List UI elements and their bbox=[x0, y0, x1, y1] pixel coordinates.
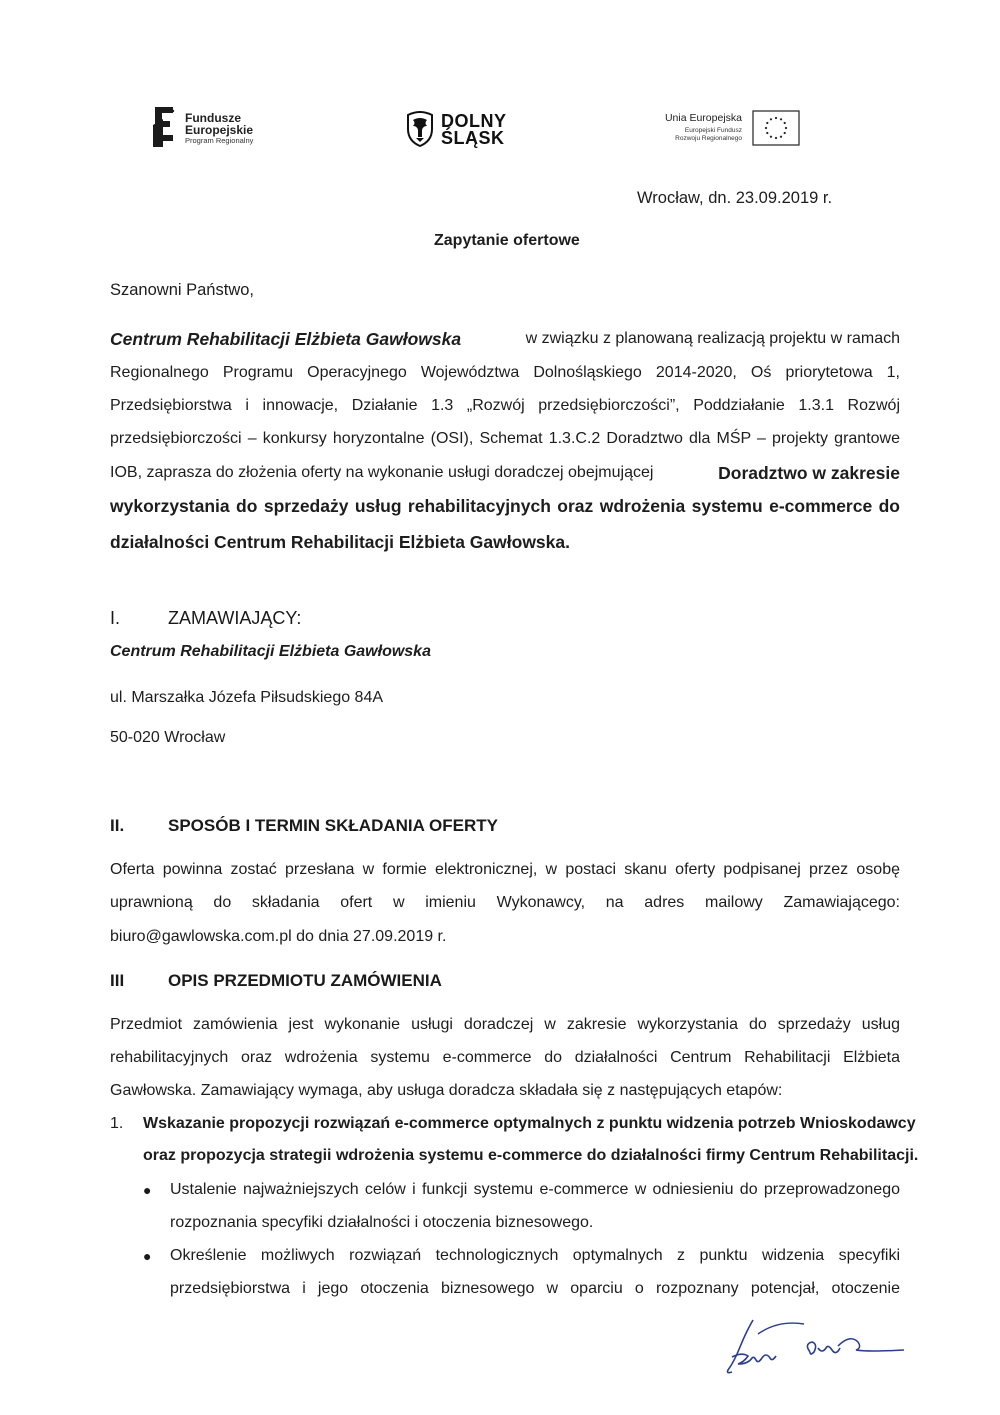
date-line: Wrocław, dn. 23.09.2019 r. bbox=[637, 189, 833, 207]
intro-line-5-plain: IOB, zaprasza do złożenia oferty na wykonanie usługi doradczej obejmującej bbox=[110, 464, 654, 481]
section-3-number: III bbox=[110, 971, 125, 990]
section-1-number: I. bbox=[110, 608, 121, 628]
intro-line-1-rest: w związku z planowaną realizacją projektu w ramach bbox=[525, 330, 900, 347]
intro-company-name: Centrum Rehabilitacji Elżbieta Gawłowska bbox=[110, 329, 462, 349]
intro-line-2: Regionalnego Programu Operacyjnego Województwa Dolnośląskiego 2014-2020, Oś priorytetowa 1, bbox=[110, 364, 900, 381]
intro-line-1 bbox=[110, 329, 900, 349]
client-city: 50-020 Wrocław bbox=[110, 729, 226, 746]
fe-logo-line2: Europejskie bbox=[185, 123, 254, 137]
section-3-line-2: rehabilitacyjnych oraz wdrożenia systemu e-commerce do działalności Centrum Rehabilitacji Elżbieta bbox=[110, 1049, 900, 1066]
bullet-2-dot-icon: ● bbox=[143, 1248, 152, 1264]
item-1-number: 1. bbox=[110, 1115, 124, 1132]
section-3-title: OPIS PRZEDMIOTU ZAMÓWIENIA bbox=[168, 971, 442, 990]
intro-line-6: wykorzystania do sprzedaży usług rehabilitacyjnych oraz wdrożenia systemu e-commerce do bbox=[110, 496, 900, 516]
intro-line-5-bold: Doradztwo w zakresie bbox=[718, 463, 900, 483]
item-1-line-2: oraz propozycja strategii wdrożenia systemu e-commerce do działalności firmy Centrum Rehabilitacji. bbox=[143, 1147, 919, 1164]
intro-line-3: Przedsiębiorstwa i innowacje, Działanie 1.3 „Rozwój przedsiębiorczości”, Poddziałanie 1.3.1 Rozwój bbox=[110, 397, 900, 414]
bullet-1-line-2: rozpoznania specyfiki działalności i otoczenia biznesowego. bbox=[170, 1214, 594, 1231]
handwritten-signature-icon bbox=[718, 1312, 908, 1382]
bullet-1-line-1: Ustalenie najważniejszych celów i funkcji systemu e-commerce w odniesieniu do przeprowadzonego bbox=[170, 1181, 900, 1198]
ds-logo-line2: ŚLĄSK bbox=[441, 128, 505, 148]
unia-europejska-logo bbox=[640, 110, 800, 150]
section-2-line-3: biuro@gawlowska.com.pl do dnia 27.09.2019 r. bbox=[110, 928, 447, 945]
section-3-line-3: Gawłowska. Zamawiający wymaga, aby usługa doradcza składała się z następujących etapów: bbox=[110, 1082, 783, 1099]
ds-logo-line1: DOLNY bbox=[441, 111, 507, 131]
ue-logo-line2: Europejski Fundusz bbox=[684, 127, 742, 134]
client-name: Centrum Rehabilitacji Elżbieta Gawłowska bbox=[110, 643, 431, 660]
intro-line-7: działalności Centrum Rehabilitacji Elżbieta Gawłowska. bbox=[110, 532, 570, 552]
fundusze-europejskie-logo bbox=[153, 105, 283, 151]
greeting: Szanowni Państwo, bbox=[110, 281, 254, 299]
ue-logo-line3: Rozwoju Regionalnego bbox=[675, 135, 742, 142]
eu-flag-icon bbox=[752, 110, 800, 146]
section-2-number: II. bbox=[110, 816, 125, 835]
eagle-crest-icon bbox=[405, 111, 435, 147]
bullet-1-dot-icon: ● bbox=[143, 1182, 152, 1198]
dolny-slask-logo bbox=[405, 110, 515, 150]
section-1-title: ZAMAWIAJĄCY: bbox=[168, 608, 302, 628]
section-2-title: SPOSÓB I TERMIN SKŁADANIA OFERTY bbox=[168, 816, 498, 835]
fe-logo-line3: Program Regionalny bbox=[185, 136, 254, 145]
intro-line-5 bbox=[110, 463, 900, 483]
fe-logo-line1: Fundusze bbox=[185, 111, 241, 125]
client-street: ul. Marszałka Józefa Piłsudskiego 84A bbox=[110, 689, 384, 706]
intro-line-4: przedsiębiorczości – konkursy horyzontalne (OSI), Schemat 1.3.C.2 Doradztwo dla MŚP – projekty grantowe bbox=[110, 430, 900, 447]
bullet-2-line-1: Określenie możliwych rozwiązań technologicznych optymalnych z punktu widzenia specyfiki bbox=[170, 1247, 900, 1264]
bullet-2-line-2: przedsiębiorstwa i jego otoczenia biznesowego w oparciu o rozpoznany potencjał, otoczenie bbox=[170, 1280, 900, 1297]
section-2-line-2: uprawnioną do składania ofert w imieniu Wykonawcy, na adres mailowy Zamawiającego: bbox=[110, 894, 900, 911]
section-3-line-1: Przedmiot zamówienia jest wykonanie usługi doradczej w zakresie wykorzystania do sprzedaży usług bbox=[110, 1016, 900, 1033]
item-1-line-1: Wskazanie propozycji rozwiązań e-commerce optymalnych z punktu widzenia potrzeb Wnioskodawcy bbox=[143, 1115, 916, 1132]
section-2-line-1: Oferta powinna zostać przesłana w formie elektronicznej, w postaci skanu oferty podpisanej przez osobę bbox=[110, 861, 900, 878]
ue-logo-line1: Unia Europejska bbox=[664, 112, 742, 124]
document-title: Zapytanie ofertowe bbox=[434, 232, 580, 249]
fundusze-europejskie-mark-icon bbox=[153, 105, 177, 149]
